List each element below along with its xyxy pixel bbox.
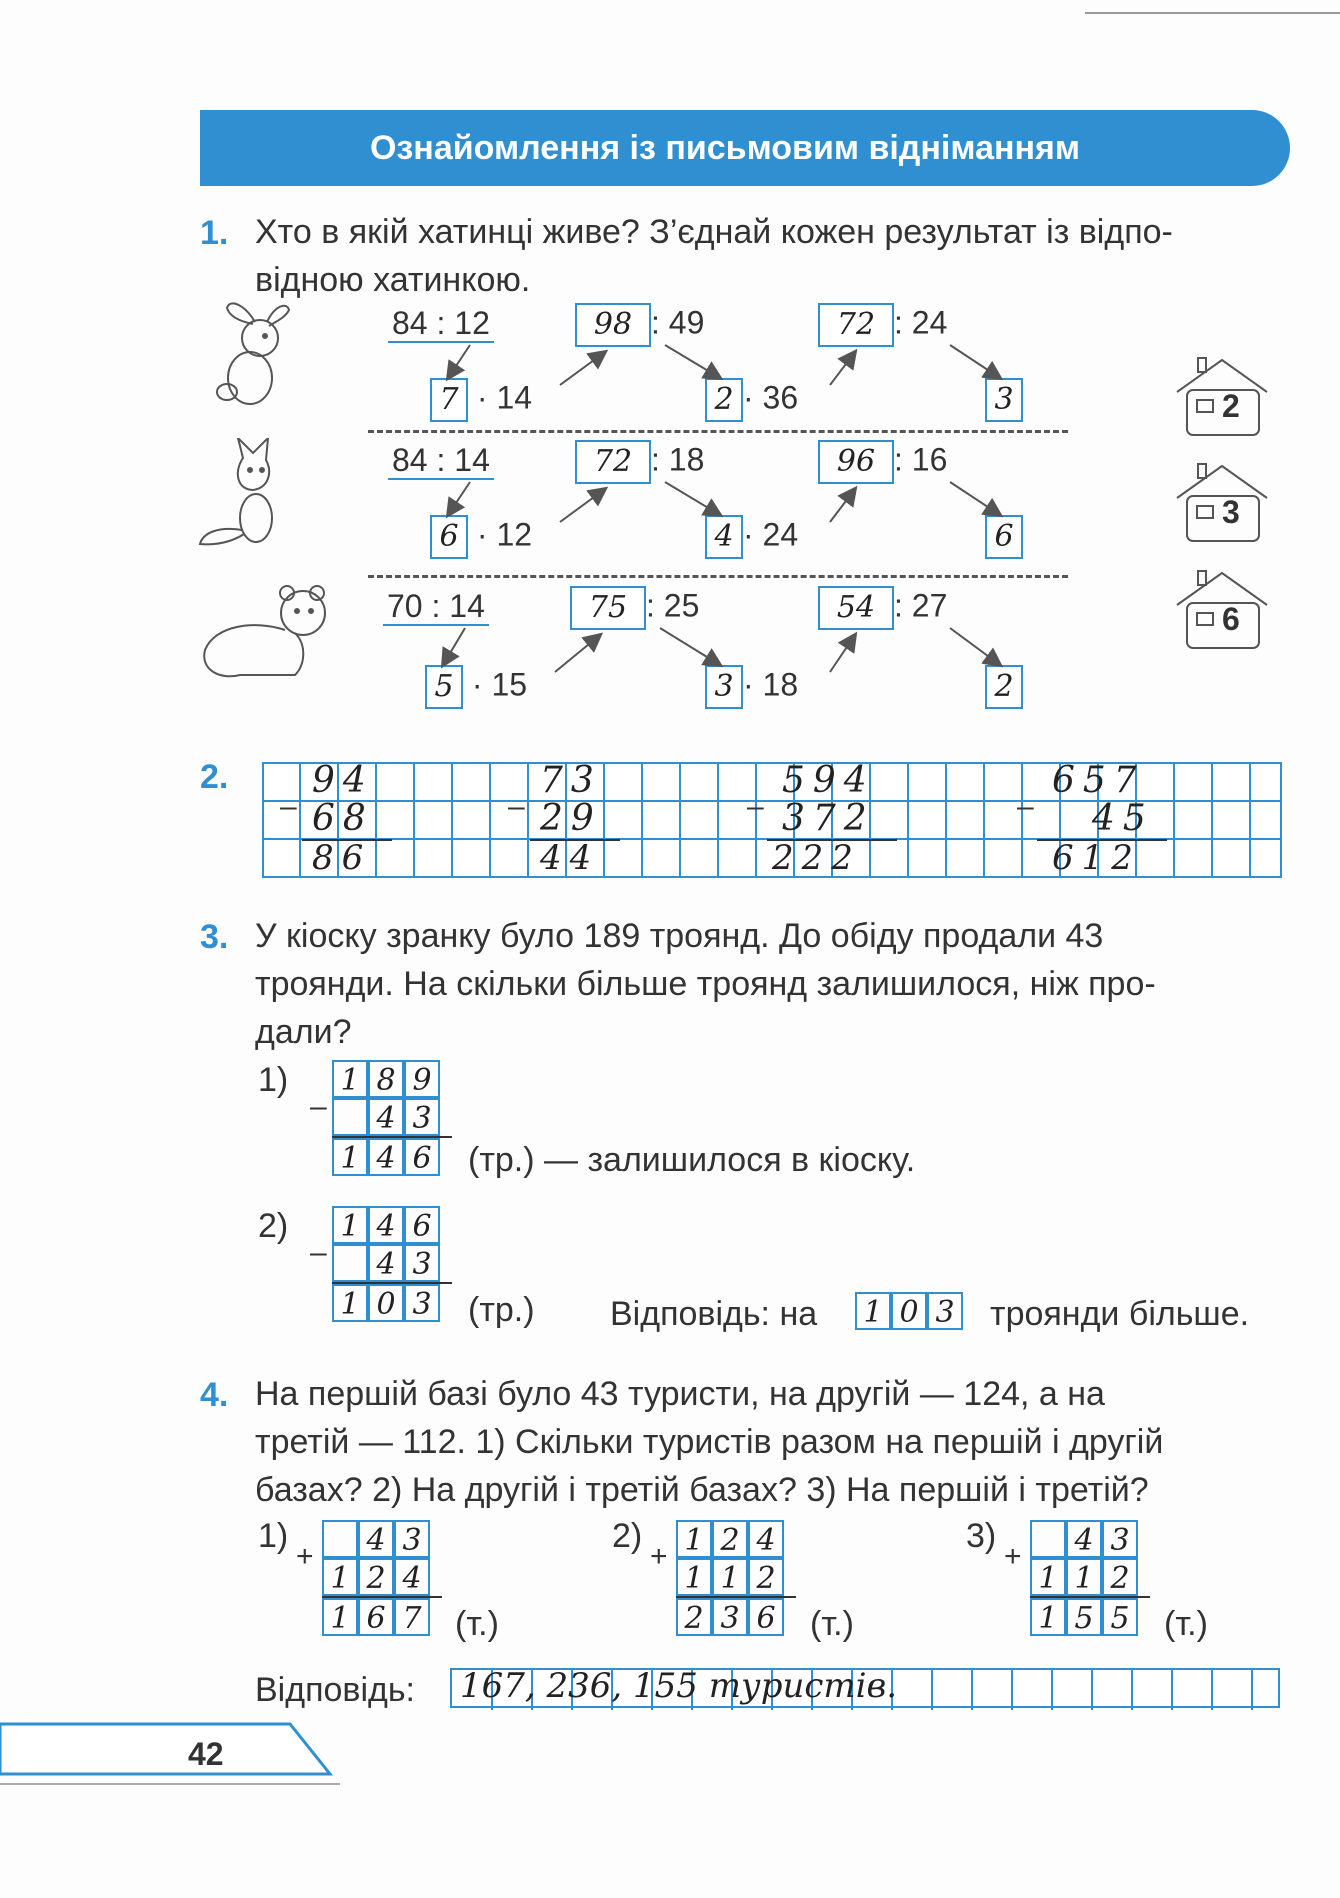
step-label: 2) <box>258 1207 289 1245</box>
house-6: 6 <box>1172 565 1272 660</box>
answer-box: 72 <box>818 303 894 347</box>
task-text: третій — 112. 1) Скільки туристів разом на першій і другій <box>255 1423 1164 1461</box>
answer-prefix: Відповідь: на <box>610 1295 818 1333</box>
answer-box: 5 <box>425 665 463 709</box>
answer-box: 6 <box>985 515 1023 559</box>
minus-sign: – <box>310 1090 327 1123</box>
step-label: 1) <box>258 1061 289 1099</box>
plus-sign: + <box>650 1540 668 1573</box>
expression: 75 : 25 <box>570 586 699 630</box>
task-text: троянди. На скільки більше троянд залишилося, ніж про- <box>255 965 1156 1003</box>
difference: 222 <box>772 838 861 878</box>
expression: 72 : 18 <box>575 440 704 484</box>
task-number: 3. <box>200 918 229 956</box>
step-label: 3) <box>966 1517 997 1555</box>
minus-sign: – <box>280 790 297 823</box>
answer-boxes: 1 0 3 <box>855 1292 963 1330</box>
answer-box: 7 <box>430 378 468 422</box>
answer-box: 72 <box>575 440 651 484</box>
task-text: базах? 2) На другій і третій базах? 3) На першій і третій? <box>255 1471 1149 1509</box>
subtrahend: 45 <box>1092 798 1154 839</box>
unit-label: (т.) <box>455 1605 499 1643</box>
column-calc: 4 3 1 1 2 1 5 5 <box>1030 1520 1150 1636</box>
unit-label: (т.) <box>810 1605 854 1643</box>
minuend: 594 <box>782 760 875 801</box>
expression: 6 · 12 <box>430 515 532 559</box>
expression: 72 : 24 <box>818 303 947 347</box>
answer-handwritten: 167, 236, 155 туристів. <box>460 1666 898 1706</box>
step-note: (тр.) <box>468 1291 535 1329</box>
plus-sign: + <box>296 1540 314 1573</box>
column-calc-1: 1 8 9 4 3 1 4 6 <box>332 1060 452 1176</box>
column-calc: 1 2 4 1 1 2 2 3 6 <box>676 1520 796 1636</box>
answer-box: 54 <box>818 586 894 630</box>
page-tab <box>0 1714 340 1794</box>
minus-sign: – <box>747 790 764 823</box>
task-number: 4. <box>200 1376 229 1414</box>
task-text: відною хатинкою. <box>255 261 531 299</box>
task-number: 1. <box>200 214 229 252</box>
page-title: Ознайомлення із письмовим відніманням <box>369 129 1081 167</box>
answer-box: 6 <box>430 515 468 559</box>
task-text: На першій базі було 43 туристи, на другій — 124, а на <box>255 1375 1105 1413</box>
step-note: (тр.) — залишилося в кіоску. <box>468 1141 916 1179</box>
minus-sign: – <box>508 790 525 823</box>
minuend: 73 <box>540 760 602 801</box>
expression: 84 : 12 <box>388 305 494 342</box>
subtrahend: 372 <box>782 798 875 839</box>
answer-box: 3 <box>705 665 743 709</box>
unit-label: (т.) <box>1164 1605 1208 1643</box>
page-number: 42 <box>188 1736 224 1772</box>
answer-box: 4 <box>705 515 743 559</box>
plus-sign: + <box>1004 1540 1022 1573</box>
task-text: У кіоску зранку було 189 троянд. До обіду продали 43 <box>255 917 1104 955</box>
expression: 7 · 14 <box>430 378 532 422</box>
house-2: 2 <box>1172 352 1272 447</box>
answer-box: 98 <box>575 303 651 347</box>
expression: 4 · 24 <box>705 515 798 559</box>
answer-box: 2 <box>705 378 743 422</box>
answer-field <box>450 1668 1280 1708</box>
task-number: 2. <box>200 758 229 796</box>
minus-sign: – <box>310 1236 327 1269</box>
expression: 54 : 27 <box>818 586 947 630</box>
step-label: 2) <box>612 1517 643 1555</box>
answer-box: 96 <box>818 440 894 484</box>
step-label: 1) <box>258 1517 289 1555</box>
answer-box: 3 <box>985 378 1023 422</box>
minus-sign: – <box>1017 790 1034 823</box>
arrows <box>0 0 1340 720</box>
minuend: 94 <box>312 760 374 801</box>
subtrahend: 29 <box>540 798 602 839</box>
difference: 86 <box>312 838 372 878</box>
answer-label: Відповідь: <box>255 1671 416 1709</box>
answer-box: 2 <box>985 665 1023 709</box>
minuend: 657 <box>1052 760 1145 801</box>
house-3: 3 <box>1172 458 1272 553</box>
grid-paper <box>262 762 1282 878</box>
answer-box: 75 <box>570 586 646 630</box>
expression: 3 · 18 <box>705 665 798 709</box>
expression: 2 · 36 <box>705 378 798 422</box>
column-calc: 4 3 1 2 4 1 6 7 <box>322 1520 442 1636</box>
expression: 84 : 14 <box>388 442 494 479</box>
subtrahend: 68 <box>312 798 374 839</box>
expression: 98 : 49 <box>575 303 704 347</box>
difference: 44 <box>540 838 600 878</box>
difference: 612 <box>1052 838 1141 878</box>
expression: 5 · 15 <box>425 665 527 709</box>
expression: 96 : 16 <box>818 440 947 484</box>
task-text: Хто в якій хатинці живе? З’єднай кожен результат із відпо- <box>255 213 1173 251</box>
answer-suffix: троянди більше. <box>990 1295 1250 1333</box>
column-calc-2: 1 4 6 4 3 1 0 3 <box>332 1206 452 1322</box>
expression: 70 : 14 <box>383 588 489 625</box>
task-text: дали? <box>255 1013 352 1051</box>
